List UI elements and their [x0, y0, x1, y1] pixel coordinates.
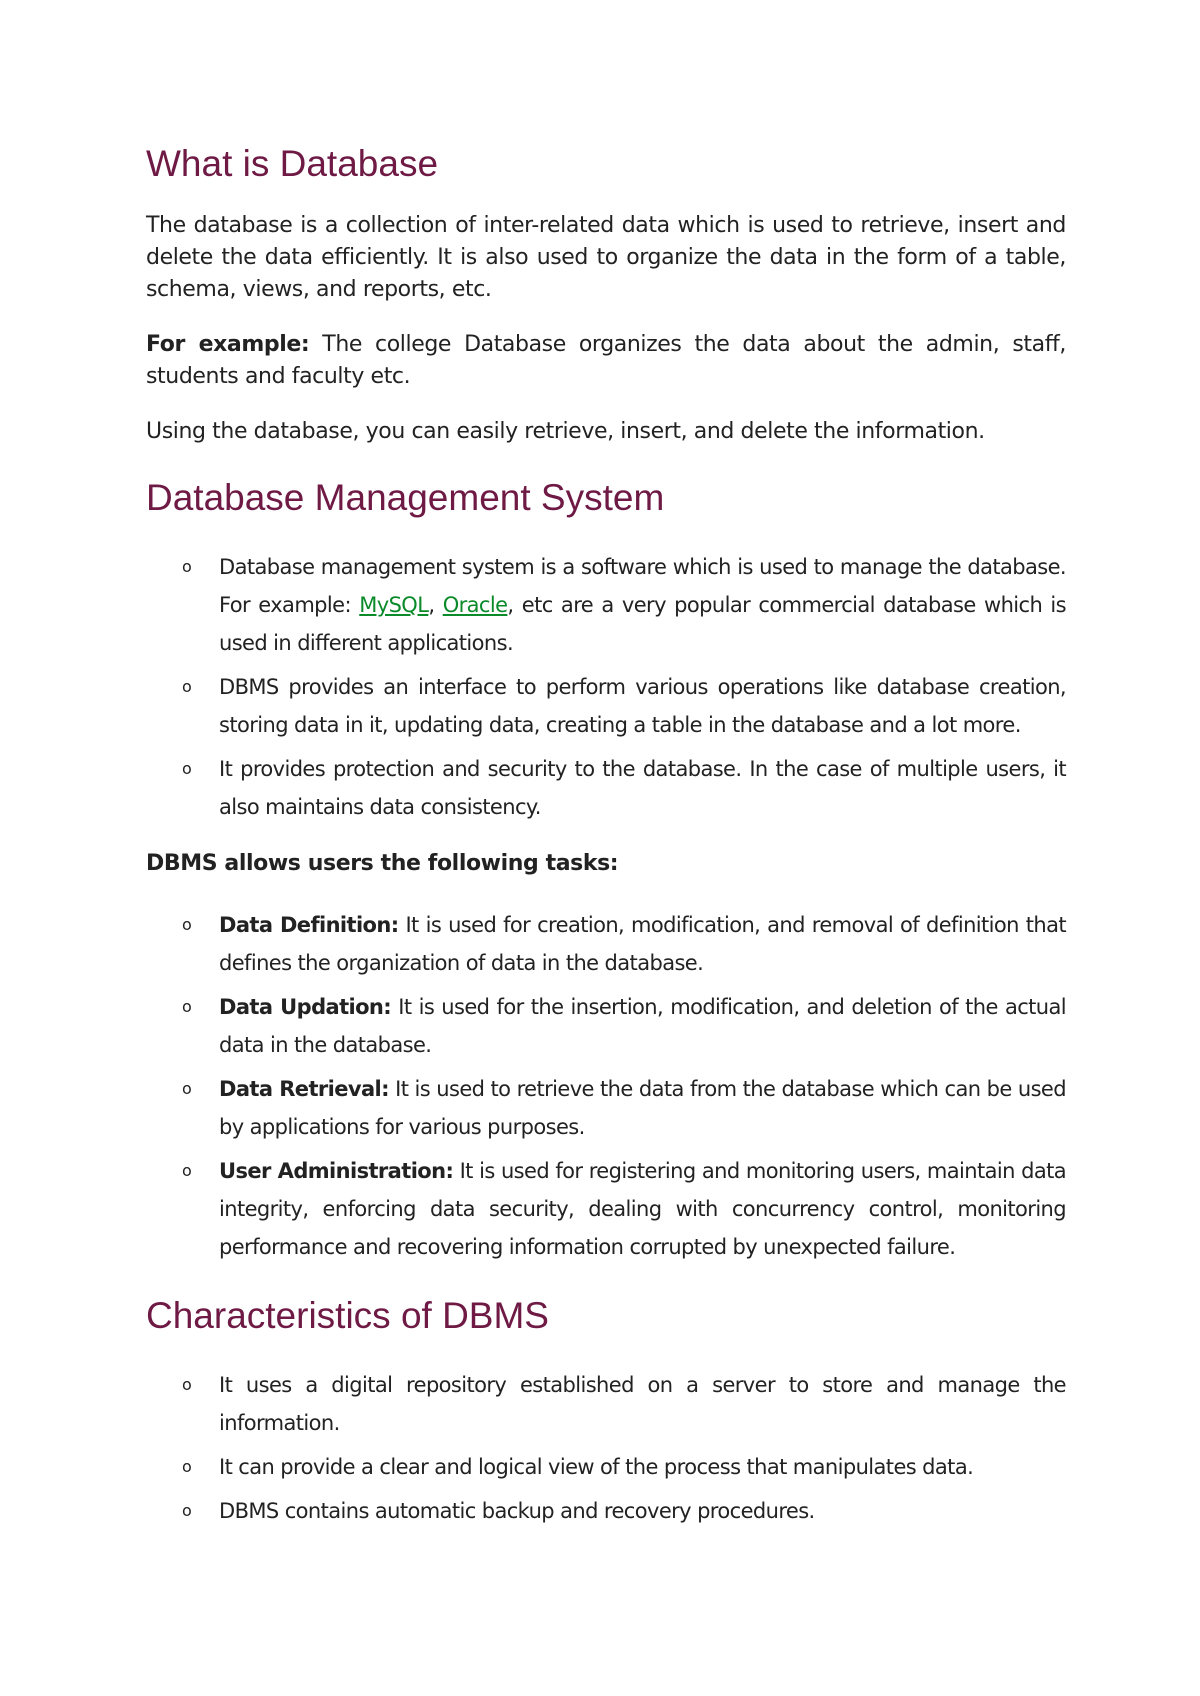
list-item — [146, 1448, 1066, 1486]
bullet-text: DBMS provides an interface to perform various operations like database creation, storing data in it, updating data, creating a table in the database and a lot more. — [219, 675, 1066, 737]
bullet-text: It provides protection and security to the database. In the case of multiple users, it also maintains data consistency. — [219, 757, 1066, 819]
characteristic-text: It can provide a clear and logical view of the process that manipulates data. — [219, 1455, 974, 1479]
list-item — [146, 906, 1066, 982]
list-item — [146, 1070, 1066, 1146]
bullet-icon: o — [182, 557, 192, 576]
list-item — [146, 548, 1066, 662]
mysql-link[interactable]: MySQL — [359, 593, 429, 617]
task-text: It is used to retrieve the data from the database which can be used by applications for various purposes. — [219, 1077, 1066, 1139]
task-label: Data Definition: — [219, 913, 399, 937]
heading-dbms: Database Management System — [146, 477, 665, 518]
separator: , — [428, 593, 443, 617]
database-definition-paragraph: The database is a collection of inter-related data which is used to retrieve, insert and delete the data efficiently. It is also used to organize the data in the form of a table, schema, views, and reports, etc. — [146, 213, 1066, 302]
task-text: It is used for registering and monitoring users, maintain data integrity, enforcing data security, dealing with concurrency control, monitoring performance and recovering information corrupted by unexpected failure. — [219, 1159, 1067, 1259]
tasks-list — [146, 906, 1066, 1266]
bullet-text: Database management system is a software which is used to manage the database. For example: — [219, 555, 1066, 617]
bullet-icon: o — [182, 1457, 192, 1476]
task-text: It is used for the insertion, modification, and deletion of the actual data in the database. — [219, 995, 1067, 1057]
task-label: Data Updation: — [219, 995, 392, 1019]
oracle-link[interactable]: Oracle — [442, 593, 508, 617]
bullet-icon: o — [182, 1161, 192, 1180]
example-label: For example: — [146, 332, 310, 357]
task-label: Data Retrieval: — [219, 1077, 389, 1101]
bullet-icon: o — [182, 759, 192, 778]
characteristics-list — [146, 1366, 1066, 1530]
bullet-icon: o — [182, 1375, 192, 1394]
list-item — [146, 988, 1066, 1064]
list-item — [146, 1492, 1066, 1530]
task-label: User Administration: — [219, 1159, 454, 1183]
list-item — [146, 668, 1066, 744]
example-text: The college Database organizes the data about the admin, staff, students and faculty etc. — [146, 332, 1066, 389]
bullet-icon: o — [182, 1501, 192, 1520]
list-item — [146, 1366, 1066, 1442]
tasks-heading: DBMS allows users the following tasks: — [146, 851, 619, 876]
bullet-icon: o — [182, 677, 192, 696]
bullet-icon: o — [182, 997, 192, 1016]
characteristic-text: DBMS contains automatic backup and recovery procedures. — [219, 1499, 815, 1523]
bullet-icon: o — [182, 1079, 192, 1098]
document-content — [146, 140, 1066, 1536]
bullet-icon: o — [182, 915, 192, 934]
list-item — [146, 1152, 1066, 1266]
task-text: It is used for creation, modification, and removal of definition that defines the organization of data in the database. — [219, 913, 1066, 975]
heading-what-is-database: What is Database — [146, 143, 439, 184]
dbms-bullet-list — [146, 548, 1066, 826]
example-paragraph — [146, 329, 1066, 393]
list-item — [146, 750, 1066, 826]
heading-characteristics: Characteristics of DBMS — [146, 1295, 549, 1336]
bullet-text: , etc are a very popular commercial database which is used in different applications. — [219, 593, 1067, 655]
usage-paragraph: Using the database, you can easily retrieve, insert, and delete the information. — [146, 419, 985, 444]
characteristic-text: It uses a digital repository established on a server to store and manage the information. — [219, 1373, 1066, 1435]
